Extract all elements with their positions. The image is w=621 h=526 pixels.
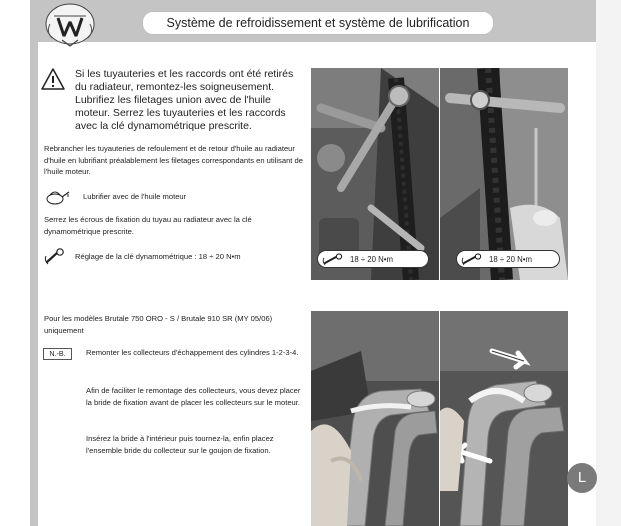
nb-step-3: Insérez la bride à l'intérieur puis tournez-la, enfin placez l'ensemble bride du collecteur sur le goujon de fixation. bbox=[86, 434, 274, 455]
oil-label: Lubrifier avec de l'huile moteur bbox=[83, 192, 187, 201]
oil-can-icon bbox=[44, 186, 70, 206]
warning-triangle-icon bbox=[40, 67, 66, 91]
torque-badge-text: 18 ÷ 20 N•m bbox=[489, 255, 532, 264]
nut-tighten-instruction: Serrez les écrous de fixation du tuyau au radiateur avec la clé dynamométrique prescrite. bbox=[44, 215, 252, 236]
torque-wrench-icon bbox=[44, 248, 66, 266]
models-note: Pour les modèles Brutale 750 ORO - S / Brutale 910 SR (MY 05/06) uniquement bbox=[44, 314, 273, 335]
left-margin-strip bbox=[30, 42, 38, 526]
torque-wrench-icon bbox=[461, 253, 485, 266]
mv-agusta-logo bbox=[36, 2, 104, 52]
torque-setting-label: Réglage de la clé dynamométrique : 18 ÷ 20 N•m bbox=[75, 252, 241, 261]
photo-radiator-fitting-left bbox=[311, 68, 439, 280]
page-title: Système de refroidissement et système de lubrification bbox=[142, 11, 494, 35]
torque-badge-1 bbox=[317, 250, 429, 268]
nb-step-1: Remonter les collecteurs d'échappement des cylindres 1-2-3-4. bbox=[86, 348, 299, 357]
photo-radiator-fitting-right bbox=[440, 68, 568, 280]
nb-label: N.-B. bbox=[43, 348, 72, 360]
photo-exhaust-flange-right bbox=[440, 311, 568, 526]
page-edge bbox=[596, 0, 621, 526]
oil-pipe-instruction: Rebrancher les tuyauteries de refoulement et de retour d'huile au radiateur d'huile en lubrifiant préalablement les filetages correspondants en utilisant de l'huile moteur. bbox=[44, 144, 303, 176]
section-badge: L bbox=[567, 463, 597, 493]
torque-wrench-icon bbox=[322, 253, 346, 266]
photo-exhaust-flange-left bbox=[311, 311, 439, 526]
torque-badge-2 bbox=[456, 250, 560, 268]
warning-text: Si les tuyauteries et les raccords ont été retirés du radiateur, remontez-les soigneusement. Lubrifiez les filetages union avec de l'huile moteur. Serrez les tuyauteries et les raccords avec la clé dynamométrique prescrite. bbox=[75, 68, 294, 132]
nb-step-2: Afin de faciliter le remontage des collecteurs, vous devez placer la bride de fixation avant de placer les collecteurs sur le moteur. bbox=[86, 386, 301, 407]
torque-badge-text: 18 ÷ 20 N•m bbox=[350, 255, 393, 264]
